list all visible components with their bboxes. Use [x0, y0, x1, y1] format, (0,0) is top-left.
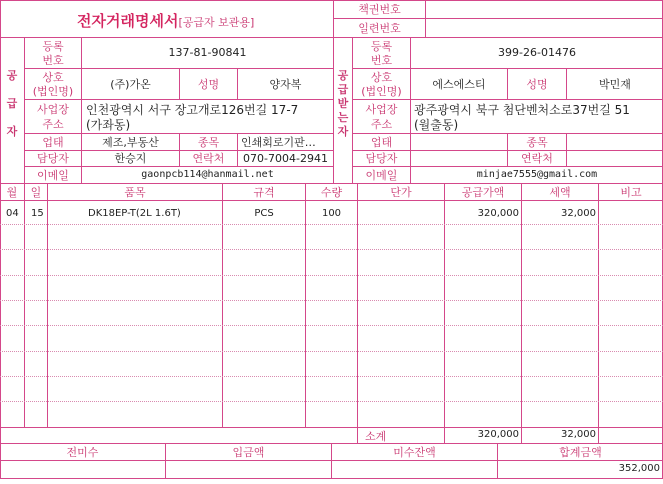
book-no-label: 책권번호	[358, 3, 401, 16]
supplier-address-line-2: (가좌동)	[86, 118, 131, 132]
supplier-biz-item: 인쇄회로기판…	[241, 136, 316, 149]
footer-prev-unpaid-label: 전미수	[66, 446, 99, 459]
supplier-reg-no: 137-81-90841	[168, 46, 247, 59]
supplier-side-char: 자	[6, 125, 18, 138]
subtotal-tax: 32,000	[561, 429, 596, 440]
row-spec: PCS	[254, 208, 274, 219]
receiver-side-char: 자	[337, 125, 349, 138]
receiver-address-label-2: 주소	[370, 118, 393, 131]
row-supply: 320,000	[477, 208, 519, 219]
subtitle-text: [공급자 보관용]	[178, 16, 255, 29]
receiver-biz-item-label: 종목	[526, 136, 548, 149]
receiver-manager-label: 담당자	[365, 152, 398, 165]
footer-total-label: 합계금액	[559, 446, 602, 459]
supplier-side-char: 공	[6, 69, 18, 82]
receiver-address-label-1: 사업장	[365, 103, 398, 116]
supplier-company: (주)가온	[110, 78, 151, 91]
row-item: DK18EP-T(2L 1.6T)	[88, 208, 181, 219]
supplier-manager: 한승지	[114, 152, 147, 165]
row-day: 15	[31, 208, 44, 219]
receiver-address-line-2: (월출동)	[414, 118, 459, 132]
receiver-reg-no-label-1: 등록	[370, 40, 393, 53]
receiver-company-label-1: 상호	[370, 71, 393, 84]
supplier-email: gaonpcb114@hanmail.net	[141, 169, 274, 180]
supplier-biz-type-label: 업태	[42, 136, 64, 149]
title-text: 전자거래명세서	[77, 12, 179, 30]
row-tax: 32,000	[561, 208, 596, 219]
receiver-side-char: 받	[337, 97, 349, 110]
subtotal-label: 소계	[365, 430, 387, 443]
receiver-address-line-1: 광주광역시 북구 첨단벤처소로37번길 51	[414, 103, 630, 117]
supplier-name: 양자복	[269, 78, 302, 91]
footer-total-value: 352,000	[618, 463, 660, 474]
supplier-manager-label: 담당자	[37, 152, 69, 165]
receiver-reg-no: 399-26-01476	[498, 46, 576, 59]
supplier-company-label-2: (법인명)	[32, 85, 74, 98]
supplier-biz-type: 제조,부동산	[102, 136, 159, 149]
receiver-reg-no-label-2: 번호	[370, 54, 393, 67]
supplier-name-label: 성명	[197, 78, 220, 91]
row-qty: 100	[321, 208, 342, 219]
receiver-name-label: 성명	[526, 78, 548, 91]
supplier-reg-no-label-2: 번호	[42, 54, 64, 67]
receiver-side-char: 급	[337, 83, 349, 96]
supplier-address-line-1: 인천광역시 서구 장고개로126번길 17-7	[86, 103, 299, 117]
footer-balance-label: 미수잔액	[393, 446, 436, 459]
row-month: 04	[6, 208, 19, 219]
receiver-side-char: 는	[337, 111, 349, 124]
col-header-spec: 규격	[253, 186, 275, 199]
supplier-contact-label: 연락처	[192, 152, 225, 165]
col-header-tax: 세액	[549, 186, 571, 199]
supplier-address-label-2: 주소	[42, 118, 64, 131]
col-header-item: 품목	[124, 186, 146, 199]
receiver-contact-label: 연락처	[521, 152, 553, 165]
supplier-reg-no-label-1: 등록	[42, 40, 64, 53]
footer-deposit-label: 입금액	[232, 446, 265, 459]
document-title	[77, 10, 254, 31]
col-header-unit-price: 단가	[390, 186, 412, 199]
col-header-supply: 공급가액	[461, 186, 505, 199]
receiver-company: 에스에스티	[432, 78, 486, 91]
receiver-biz-type-label: 업태	[370, 136, 393, 149]
supplier-address-label-1: 사업장	[37, 103, 69, 116]
serial-no-label: 일련번호	[358, 22, 401, 35]
supplier-side-char: 급	[6, 97, 18, 110]
subtotal-supply: 320,000	[477, 429, 519, 440]
col-header-note: 비고	[620, 186, 642, 199]
supplier-biz-item-label: 종목	[197, 136, 220, 149]
col-header-qty: 수량	[320, 186, 343, 199]
col-header-month: 월	[6, 186, 18, 199]
supplier-email-label: 이메일	[37, 169, 69, 182]
receiver-side-char: 공	[337, 69, 349, 82]
receiver-company-label-2: (법인명)	[361, 85, 402, 98]
receiver-email: minjae7555@gmail.com	[476, 169, 598, 180]
supplier-contact: 070-7004-2941	[243, 152, 328, 165]
supplier-company-label-1: 상호	[42, 71, 64, 84]
col-header-day: 일	[30, 186, 42, 199]
receiver-name: 박민재	[599, 78, 631, 91]
receiver-email-label: 이메일	[365, 169, 398, 182]
